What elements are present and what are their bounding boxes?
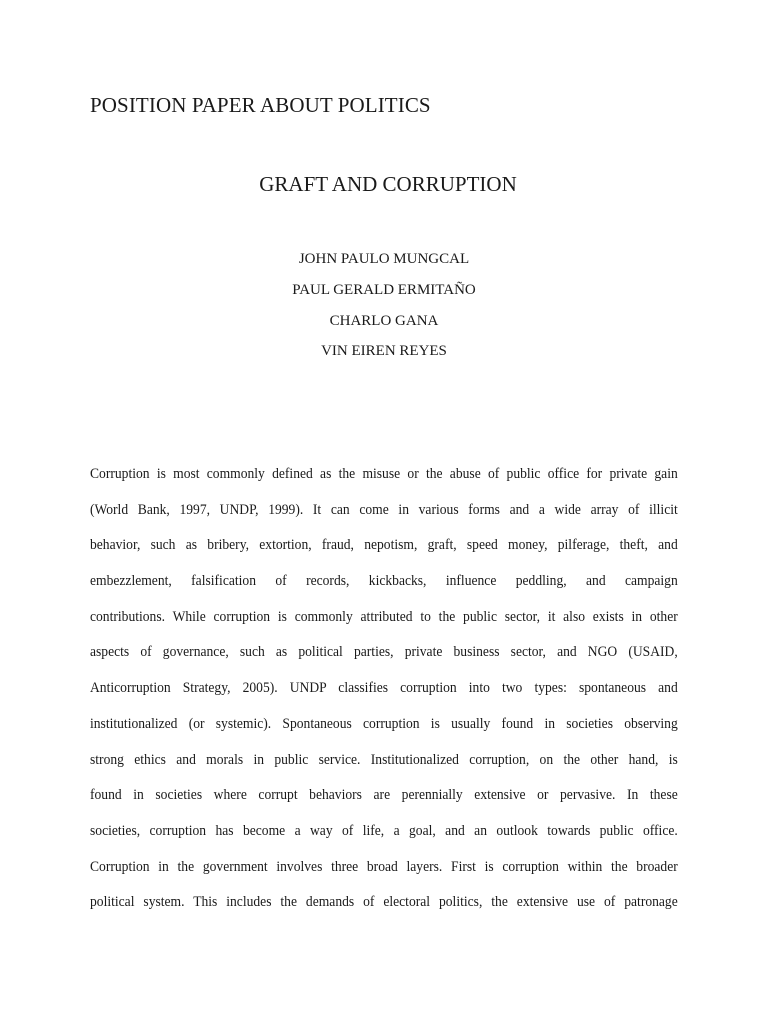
body-paragraph bbox=[90, 457, 678, 921]
paragraph-line: strong ethics and morals in public service. Institutionalized corruption, on the other hand, is bbox=[90, 751, 678, 768]
paragraph-line: aspects of governance, such as political parties, private business sector, and NGO (USAID, bbox=[90, 644, 678, 661]
paragraph-line: Corruption is most commonly defined as the misuse or the abuse of public office for private gain bbox=[90, 466, 678, 482]
author-list bbox=[0, 244, 768, 367]
paragraph-line: embezzlement, falsification of records, kickbacks, influence peddling, and campaign bbox=[90, 573, 678, 590]
paragraph-line: Corruption in the government involves three broad layers. First is corruption within the broader bbox=[90, 858, 678, 875]
paragraph-line: Anticorruption Strategy, 2005). UNDP classifies corruption into two types: spontaneous and bbox=[90, 680, 678, 697]
author-name: PAUL GERALD ERMITAÑO bbox=[292, 281, 476, 298]
paragraph-line: political system. This includes the demands of electoral politics, the extensive use of patronage bbox=[90, 894, 678, 911]
author-name: CHARLO GANA bbox=[329, 312, 439, 329]
author-name: JOHN PAULO MUNGCAL bbox=[298, 251, 470, 267]
author-name: VIN EIREN REYES bbox=[321, 343, 447, 360]
document-title: GRAFT AND CORRUPTION bbox=[259, 172, 517, 196]
paragraph-line: behavior, such as bribery, extortion, fraud, nepotism, graft, speed money, pilferage, theft, and bbox=[90, 537, 678, 554]
paragraph-line: institutionalized (or systemic). Spontaneous corruption is usually found in societies observing bbox=[90, 715, 678, 732]
paragraph-line: (World Bank, 1997, UNDP, 1999). It can come in various forms and a wide array of illicit bbox=[90, 501, 678, 518]
paragraph-line: found in societies where corrupt behaviors are perennially extensive or pervasive. In these bbox=[90, 787, 678, 804]
paragraph-line: contributions. While corruption is commonly attributed to the public sector, it also exists in other bbox=[90, 608, 678, 625]
document-heading: POSITION PAPER ABOUT POLITICS bbox=[90, 93, 431, 117]
paragraph-line: societies, corruption has become a way of life, a goal, and an outlook towards public office. bbox=[90, 822, 678, 839]
